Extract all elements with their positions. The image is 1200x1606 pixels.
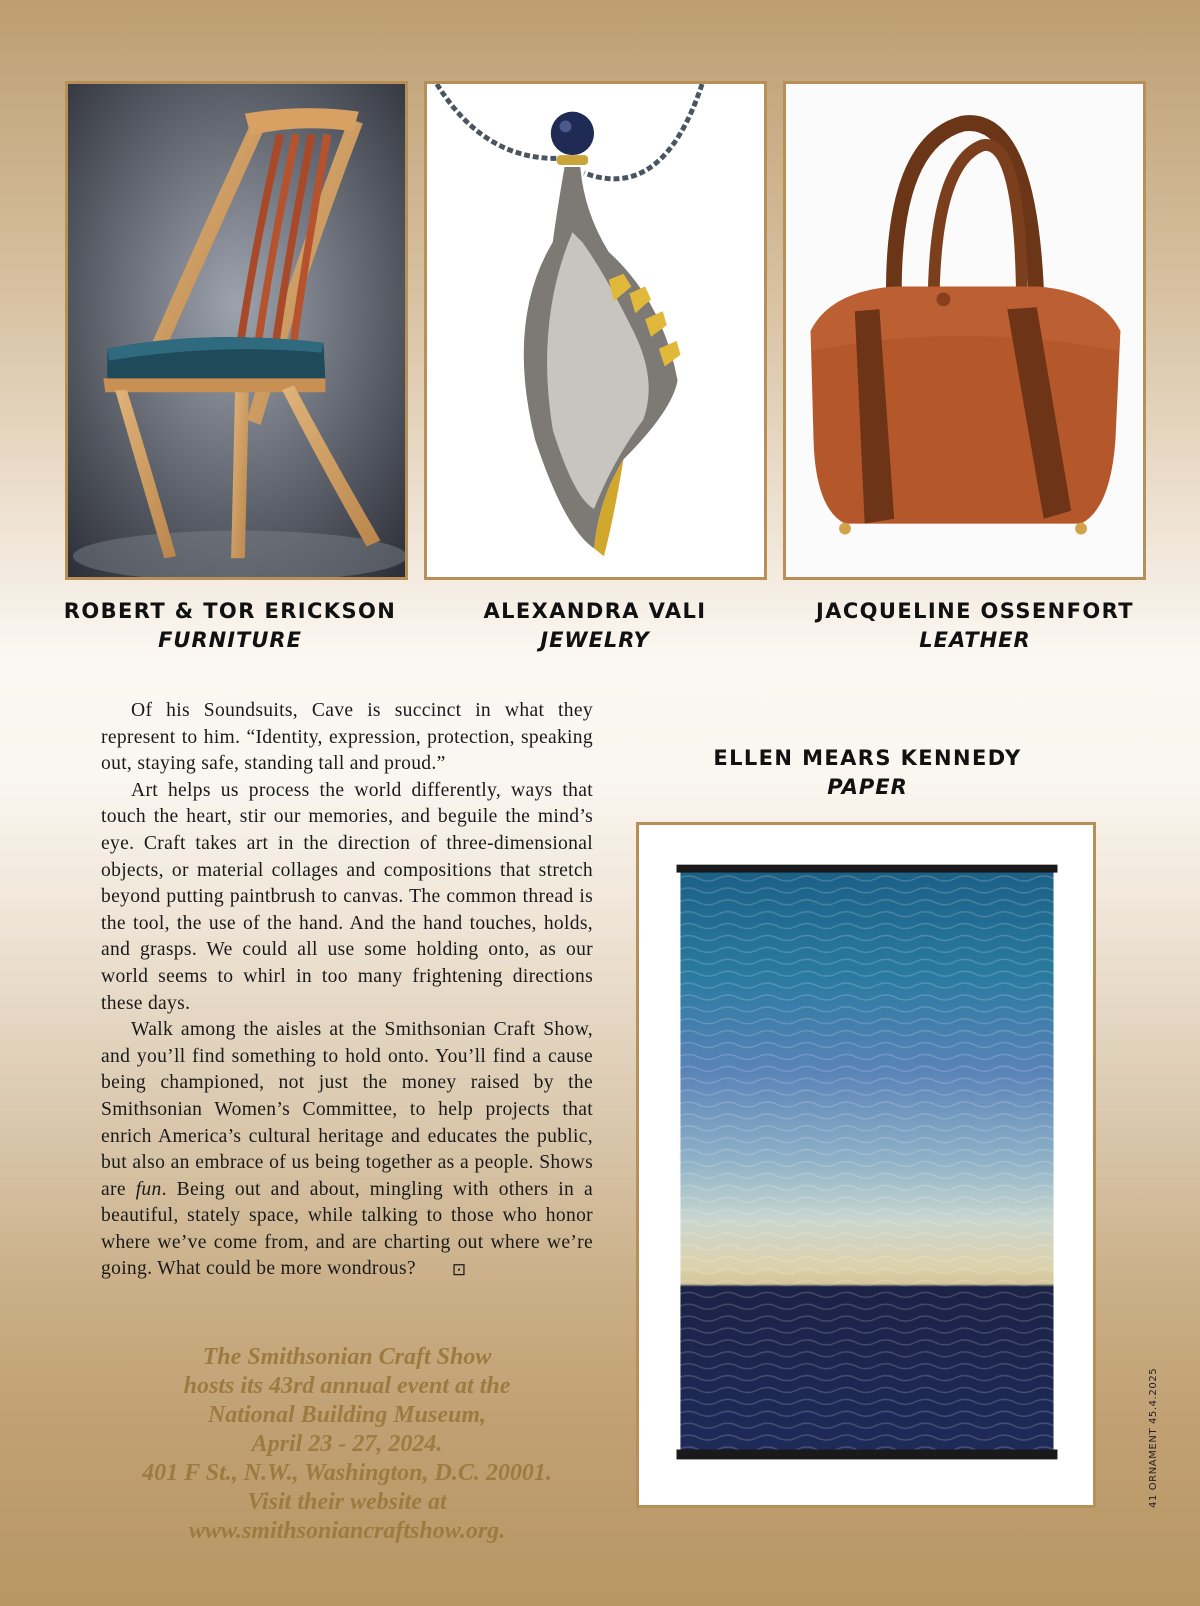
- photo-leather-bag: [783, 81, 1146, 580]
- artist-medium: FURNITURE: [158, 628, 302, 652]
- promo-line: hosts its 43rd annual event at the: [183, 1373, 511, 1399]
- event-promo: [100, 1343, 594, 1546]
- paragraph: Of his Soundsuits, Cave is succinct in what they represent to him. “Identity, expression, protection, speaking out, staying safe, standing tall and proud.”: [101, 700, 593, 775]
- photo-paper-artwork: [636, 822, 1096, 1508]
- promo-line: National Building Museum,: [207, 1402, 487, 1428]
- article-body: [101, 698, 593, 1284]
- paragraph-text: . Being out and about, mingling with others in a beautiful, stately space, while talking to those who honor where we’ve come from, and are charting out where we’re going. What could be more wondrous?: [101, 1178, 593, 1280]
- artist-name: ALEXANDRA VALI: [483, 599, 707, 623]
- artist-name: ELLEN MEARS KENNEDY: [713, 746, 1022, 770]
- photo-pendant: [424, 81, 767, 580]
- caption-artist-1: [60, 597, 400, 654]
- caption-artist-4: [695, 744, 1040, 801]
- promo-line: 401 F St., N.W., Washington, D.C. 20001.: [142, 1460, 552, 1486]
- artist-medium: JEWELRY: [540, 628, 650, 652]
- emphasis-text: fun: [135, 1178, 162, 1200]
- photo-chair: [65, 81, 408, 580]
- caption-artist-3: [790, 597, 1160, 654]
- artist-medium: PAPER: [827, 775, 908, 799]
- artist-name: JACQUELINE OSSENFORT: [816, 599, 1134, 623]
- promo-line: April 23 - 27, 2024.: [251, 1431, 443, 1457]
- artist-medium: LEATHER: [919, 628, 1031, 652]
- promo-website-link[interactable]: www.smithsoniancraftshow.org.: [188, 1518, 506, 1544]
- artist-name: ROBERT & TOR ERICKSON: [63, 599, 397, 623]
- paragraph-text: Walk among the aisles at the Smithsonian Craft Show, and you’ll find something to hold onto. You’ll find a cause being championed, not just the money raised by the Smithsonian Women’s Committee, to help projects that enrich America’s cultural heritage and educates the public, but also an embrace of us being together as a people. Shows are: [101, 1019, 593, 1200]
- promo-line: Visit their website at: [247, 1489, 447, 1515]
- promo-line: The Smithsonian Craft Show: [202, 1344, 492, 1370]
- page-folio: 41 ORNAMENT 45.4.2025: [1148, 1367, 1159, 1508]
- end-mark-icon: ⊡: [451, 1260, 467, 1280]
- paragraph: [101, 1017, 593, 1284]
- caption-artist-2: [425, 597, 765, 654]
- paragraph: Art helps us process the world differently, ways that touch the heart, stir our memories, and beguile the mind’s eye. Craft takes art in the direction of three-dimensional objects, or material collages and compositions that stretch beyond putting paintbrush to canvas. The common thread is the tool, the use of the hand. And the hand touches, holds, and grasps. We could all use some holding onto, as our world seems to whirl in too many frightening directions these days.: [101, 779, 593, 1014]
